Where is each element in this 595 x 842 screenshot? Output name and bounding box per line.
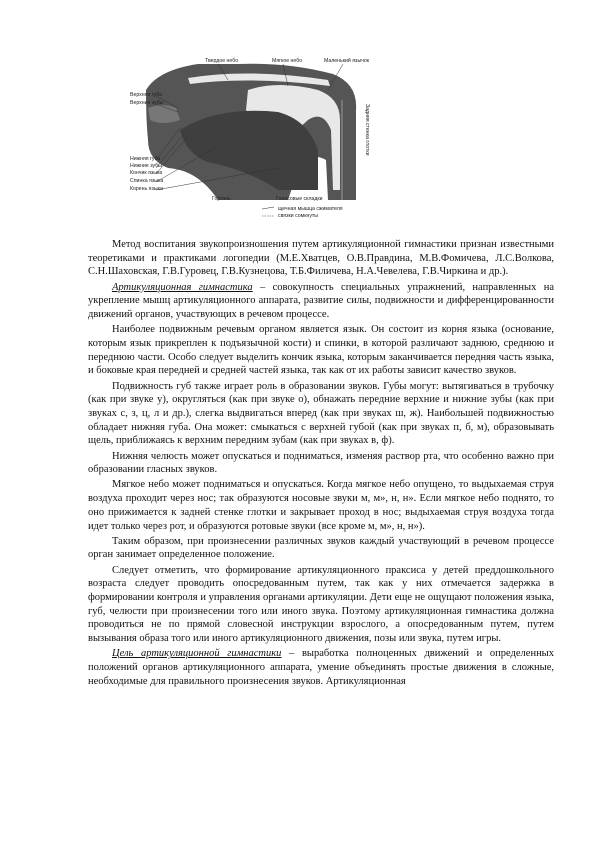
paragraph-6: Мягкое небо может подниматься и опускаться. Когда мягкое небо опущено, то выдыхаемая струя воздуха проходит через нос; так образуются носовые звуки м, м», н, н». Если мягкое небо поднято, то оно прижимается к задней стенке глотки и закрывает проход в нос; выдыхаемая струя воздуха тогда идет только через рот, и образуются ротовые звуки (все кроме м, м», н, н»). [88, 479, 554, 532]
label-soft-palate: Мягкое небо [272, 58, 303, 64]
legend-text-1: щечная мышца сжимателя [278, 206, 343, 212]
articulation-diagram-svg [128, 50, 388, 218]
lips-region [148, 105, 180, 123]
label-lower-lip: Нижняя губа [130, 156, 161, 162]
paragraph-1: Метод воспитания звукопроизношения путем артикуляционной гимнастики признан известными теоретиками и практиками логопедии (М.Е.Хватцев, О.В.Правдина, М.В.Фомичева, Л.С.Волкова, С.Н.Шаховская, Г.В.Гуровец, Г.В.Кузнецова, Т.Б.Филичева, Н.А.Чевелева, Г.В.Чиркина и др.). [88, 239, 554, 278]
paragraph-3: Наиболее подвижным речевым органом является язык. Он состоит из корня языка (основание, которым язык прикреплен к подъязычной кости) и спинки, в которой различают заднюю, среднюю и переднюю части. Особо следует выделить кончик языка, которым заканчивается передняя часть языка, и боковые края передней и средней частей языка, так как от их работы зависит качество звуков. [88, 324, 554, 377]
term-gymnastics-goal: Цель артикуляционной гимнастики [112, 648, 282, 660]
label-tongue-tip: Кончик языка [130, 170, 163, 176]
label-upper-teeth: Верхние зубы [130, 100, 164, 106]
legend-text-2: связки сомкнуты [278, 213, 319, 218]
paragraph-4: Подвижность губ также играет роль в образовании звуков. Губы могут: вытягиваться в трубочку (как при звуке у), округляться (как при звуке о), обнажать передние верхние и нижние зубы (как при звуках с, з, ц, л и др.), слегка выдвигаться вперед (как при звуках ш, ж). Наибольшей подвижностью обладает нижняя губа. Она может: смыкаться с верхней губой (как при звуках п, б, м), образовывать щель, приближаясь к верхним передним зубам (как при звуках в, ф). [88, 380, 554, 447]
label-tongue-back: Спинка языка [130, 178, 164, 184]
label-tongue-root: Корень языка [130, 186, 163, 192]
paragraph-2-rest: – совокупность специальных упражнений, направленных на укрепление мышц артикуляционного аппарата, развитие силы, подвижности и дифференцированности движений органов, участвующих в речевом процессе. [88, 281, 554, 321]
label-pharynx-wall: Задняя стенка глотки [364, 104, 370, 156]
label-vocal-cords: Голосовые складки [276, 196, 323, 202]
paragraph-9-rest: – выработка полноценных движений и определенных положений органов артикуляционного аппарата, умение объединять простые движения в сложные, необходимые для правильного произнесения звуков. Артикуляционная [88, 648, 554, 687]
articulation-diagram [128, 50, 388, 218]
paragraph-2 [88, 281, 554, 322]
term-articulation-gymnastics: Артикуляционная гимнастика [112, 281, 253, 293]
label-larynx: Гортань [212, 196, 231, 202]
label-uvula: Маленький язычок [324, 58, 370, 64]
label-hard-palate: Твердое небо [205, 58, 239, 64]
paragraph-5: Нижняя челюсть может опускаться и подниматься, изменяя раствор рта, что особенно важно при образовании гласных звуков. [88, 450, 554, 476]
label-upper-lip: Верхняя губа [130, 92, 162, 98]
legend-line-1 [262, 207, 274, 209]
paragraph-7: Таким образом, при произнесении различных звуков каждый участвующий в речевом процессе орган занимает определенное положение. [88, 535, 554, 561]
label-lower-teeth: Нижние зубы [130, 163, 162, 169]
paragraph-8: Следует отметить, что формирование артикуляционного праксиса у детей преддошкольного возраста следует проводить опосредованным путем, так как у них отмечается задержка в формировании контроля и управления органами артикуляции. Дети еще не ощущают положения языка, губ, челюсти при произнесении того или иного звука. Поэтому артикуляционная гимнастика должна проводиться не по прямой словесной инструкции взрослого, а опосредованным путем, путем вызывания образа того или иного артикуляционного движения, позы или звука, путем игры. [88, 564, 554, 645]
document-body [88, 238, 554, 690]
paragraph-9 [88, 647, 554, 688]
